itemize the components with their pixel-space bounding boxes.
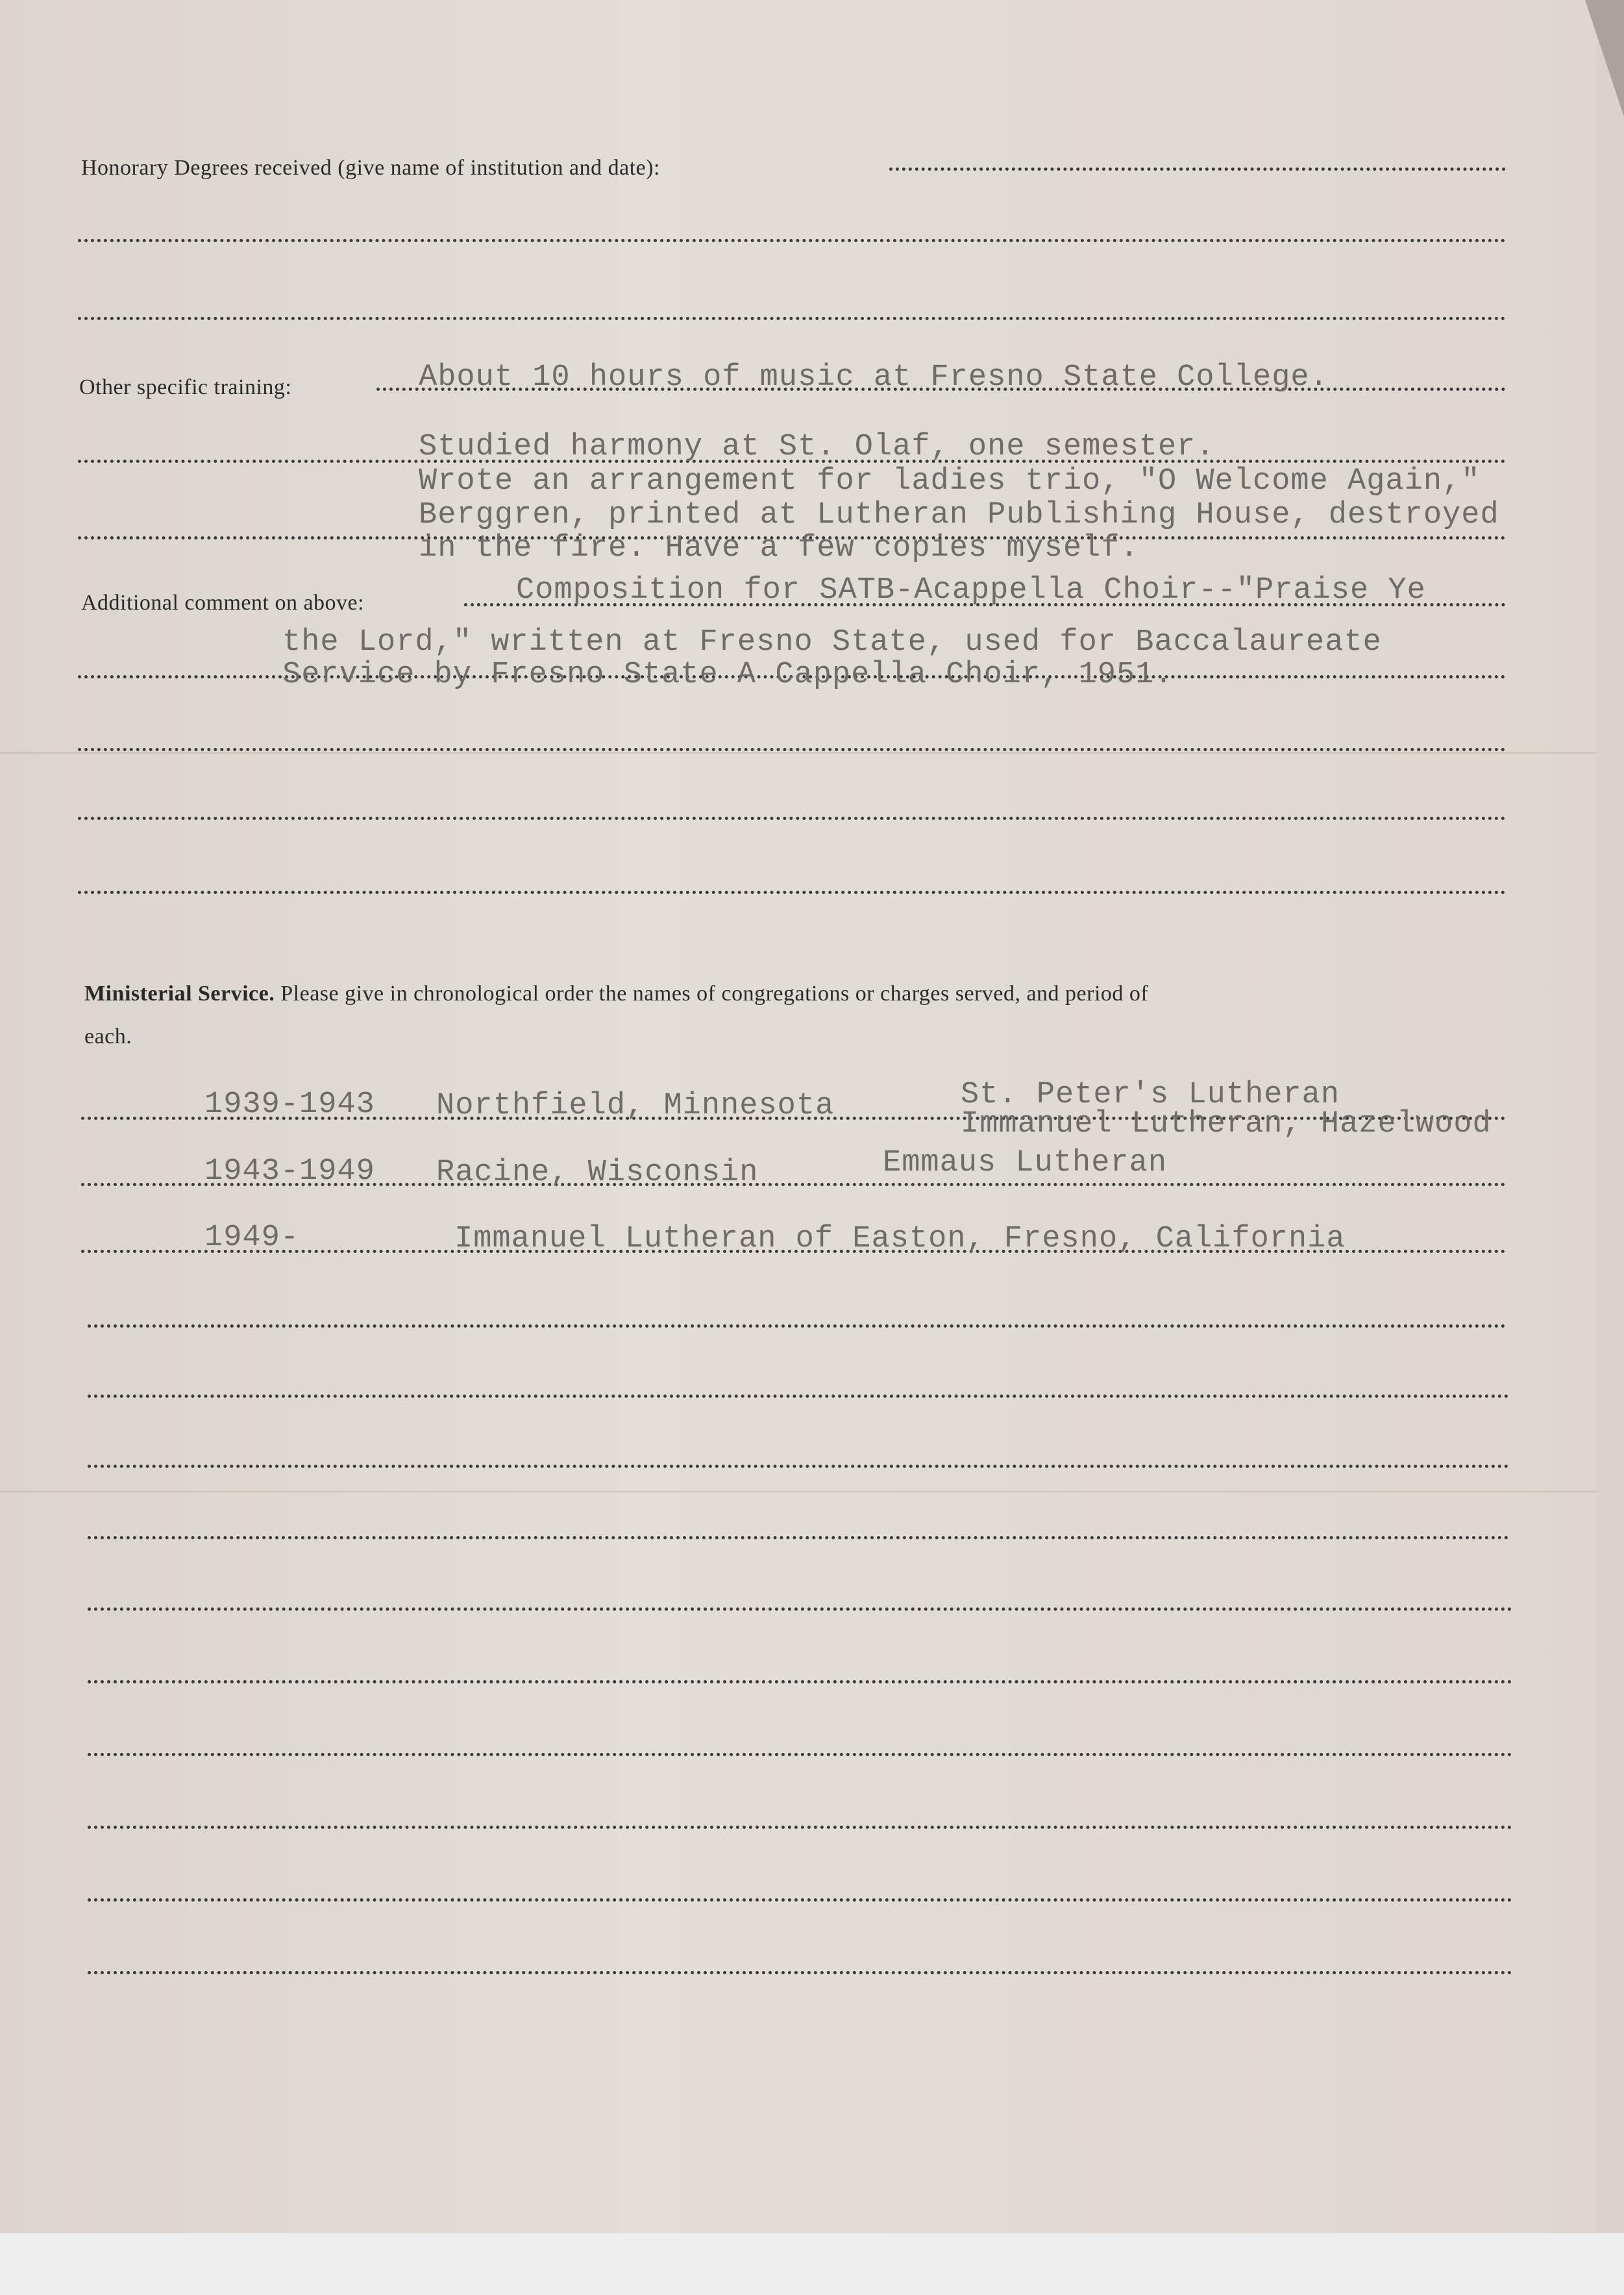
typed-training-line: Studied harmony at St. Olaf, one semester. bbox=[419, 430, 1215, 464]
typed-training-line: Wrote an arrangement for ladies trio, "O Welcome Again," bbox=[419, 464, 1481, 499]
service-church: Emmaus Lutheran bbox=[883, 1146, 1168, 1180]
dotted-line bbox=[88, 1536, 1509, 1539]
honorary-degrees-label: Honorary Degrees received (give name of institution and date): bbox=[81, 156, 661, 180]
dotted-line bbox=[78, 817, 1506, 820]
service-years: 1949- bbox=[204, 1221, 300, 1255]
dotted-line bbox=[78, 239, 1506, 242]
typed-comment-line: Composition for SATB-Acappella Choir--"Praise Ye bbox=[516, 573, 1426, 608]
dotted-line bbox=[88, 1826, 1512, 1829]
additional-comment-label: Additional comment on above: bbox=[81, 591, 365, 615]
dotted-line bbox=[88, 1680, 1512, 1683]
dotted-line bbox=[78, 317, 1506, 320]
ministerial-service-heading: Ministerial Service. Please give in chronological order the names of congregations or charges served, and period of bbox=[84, 982, 1149, 1006]
typed-training-line: About 10 hours of music at Fresno State College. bbox=[419, 360, 1329, 395]
fold-line bbox=[0, 1491, 1597, 1493]
service-church: Immanuel Lutheran, Hazelwood bbox=[961, 1107, 1492, 1141]
dotted-line bbox=[88, 1753, 1512, 1756]
dotted-line bbox=[78, 748, 1506, 751]
dotted-line bbox=[88, 1465, 1509, 1468]
other-training-label: Other specific training: bbox=[79, 375, 292, 399]
dotted-line bbox=[88, 1395, 1509, 1398]
scan-background bbox=[0, 2233, 1624, 2295]
fold-line bbox=[0, 752, 1597, 754]
service-years: 1943-1949 bbox=[204, 1154, 375, 1189]
dotted-line bbox=[88, 1898, 1512, 1902]
service-church: St. Peter's Lutheran bbox=[961, 1078, 1340, 1112]
service-place: Immanuel Lutheran of Easton, Fresno, California bbox=[454, 1222, 1346, 1256]
dotted-line bbox=[88, 1971, 1512, 1974]
typed-comment-line: Service by Fresno State A Cappella Choir, 1951. bbox=[282, 658, 1174, 692]
page-corner-fold bbox=[1585, 0, 1624, 117]
typed-training-line: Berggren, printed at Lutheran Publishing House, destroyed bbox=[419, 498, 1499, 532]
service-years: 1939-1943 bbox=[204, 1087, 375, 1122]
typed-comment-line: the Lord," written at Fresno State, used for Baccalaureate bbox=[282, 625, 1382, 660]
ministerial-service-heading-cont: each. bbox=[84, 1024, 132, 1048]
service-place: Racine, Wisconsin bbox=[436, 1156, 759, 1190]
typed-training-line: in the fire. Have a few copies myself. bbox=[419, 531, 1139, 565]
service-place: Northfield, Minnesota bbox=[436, 1089, 835, 1123]
dotted-line bbox=[88, 1607, 1512, 1611]
dotted-line bbox=[78, 891, 1506, 894]
dotted-line bbox=[889, 167, 1506, 171]
dotted-line bbox=[88, 1324, 1506, 1328]
